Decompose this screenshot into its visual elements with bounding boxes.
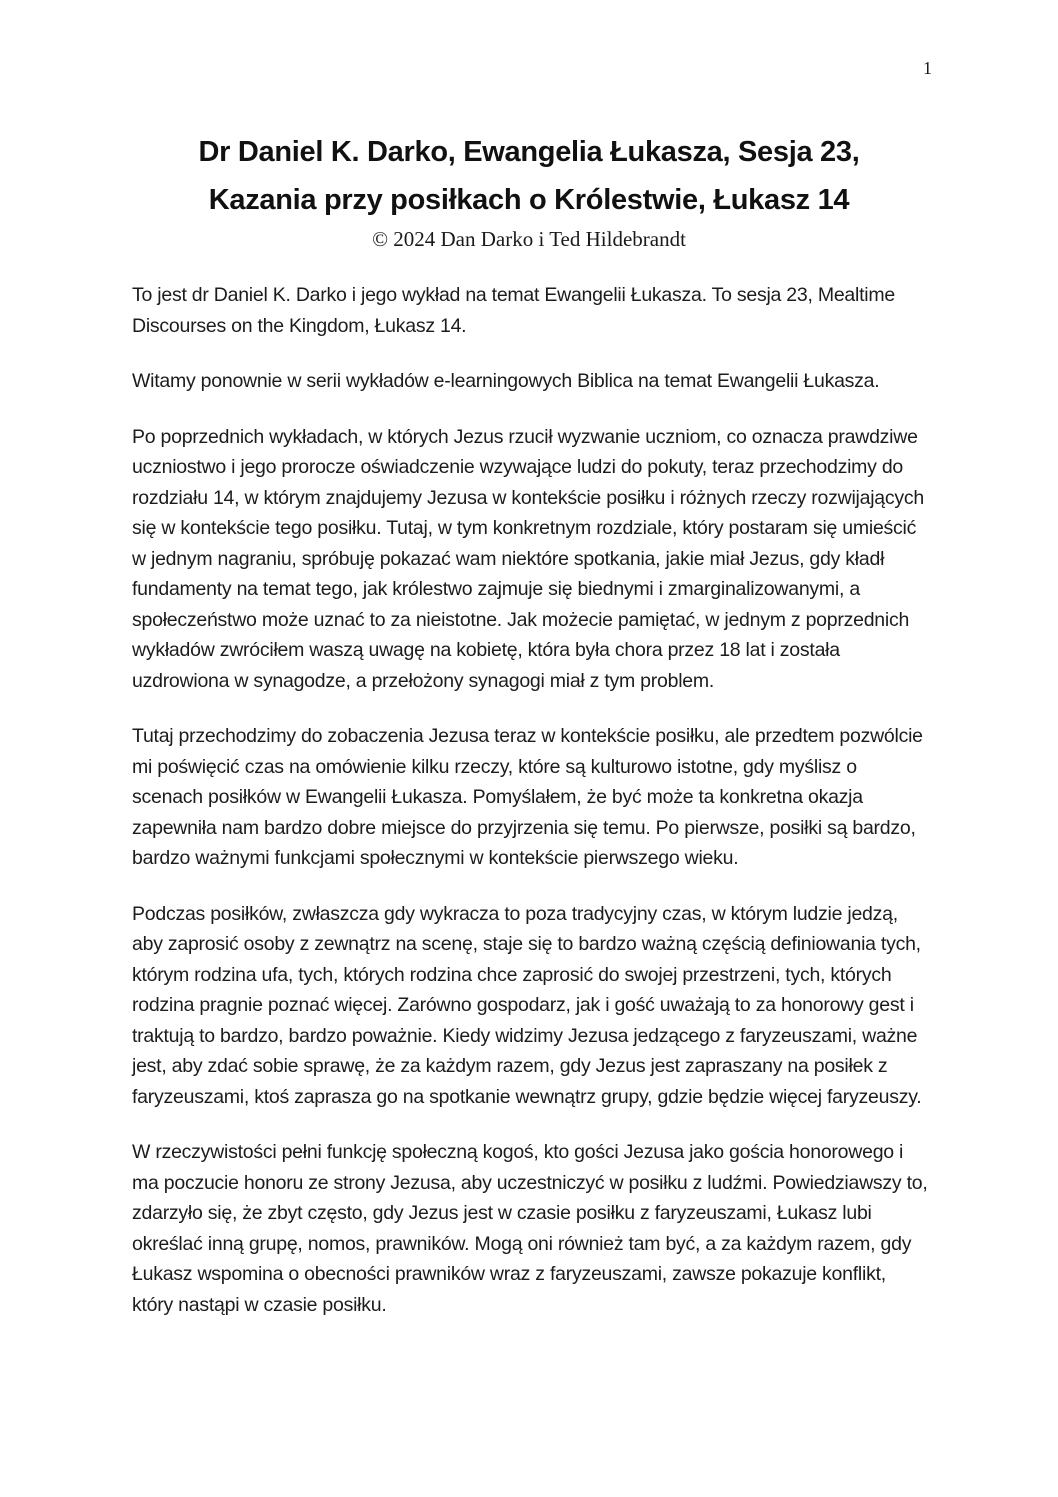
copyright-line: © 2024 Dan Darko i Ted Hildebrandt: [372, 227, 686, 251]
paragraph-intro: To jest dr Daniel K. Darko i jego wykład na temat Ewangelii Łukasza. To sesja 23, Mealtime Discourses on the Kingdom, Łukasz 14.: [132, 284, 895, 337]
document-title: [110, 0, 948, 224]
paragraph-meals-social-function: Podczas posiłków, zwłaszcza gdy wykracza to poza tradycyjny czas, w którym ludzie jedzą, aby zaprosić osoby z zewnątrz na scenę, staje się to bardzo ważną częścią definiowania tych, którym rodzina ufa, tych, których rodzina chce zaprosić do swojej przestrzeni, tych, których rodzina pragnie poznać więcej. Zarówno gospodarz, jak i gość uważają to za honorowy gest i traktują to bardzo, bardzo poważnie. Kiedy widzimy Jezusa jedzącego z faryzeuszami, ważne jest, aby zdać sobie sprawę, że za każdym razem, gdy Jezus jest zapraszany na posiłek z faryzeuszami, ktoś zaprasza go na spotkanie wewnątrz grupy, gdzie będzie więcej faryzeuszy.: [132, 902, 922, 1108]
title-line-1: Dr Daniel K. Darko, Ewangelia Łukasza, Sesja 23,: [198, 136, 860, 168]
paragraph-meal-context: Tutaj przechodzimy do zobaczenia Jezusa teraz w kontekście posiłku, ale przedtem pozwólcie mi poświęcić czas na omówienie kilku rzeczy, które są kulturowo istotne, gdy myślisz o scenach posiłków w Ewangelii Łukasza. Pomyślałem, że być może ta konkretna okazja zapewniła nam bardzo dobre miejsce do przyjrzenia się temu. Po pierwsze, posiłki są bardzo, bardzo ważnymi funkcjami społecznymi w kontekście pierwszego wieku.: [132, 725, 923, 869]
paragraph-previous-lectures: Po poprzednich wykładach, w których Jezus rzucił wyzwanie uczniom, co oznacza prawdziwe uczniostwo i jego prorocze oświadczenie wzywające ludzi do pokuty, teraz przechodzimy do rozdziału 14, w którym znajdujemy Jezusa w kontekście posiłku i różnych rzeczy rozwijających się w kontekście tego posiłku. Tutaj, w tym konkretnym rozdziale, który postaram się umieścić w jednym nagraniu, spróbuję pokazać wam niektóre spotkania, jakie miał Jezus, gdy kładł fundamenty na temat tego, jak królestwo zajmuje się biednymi i zmarginalizowanymi, a społeczeństwo może uznać to za nieistotne. Jak możecie pamiętać, w jednym z poprzednich wykładów zwróciłem waszą uwagę na kobietę, która była chora przez 18 lat i została uzdrowiona w synagodze, a przełożony synagogi miał z tym problem.: [132, 425, 924, 692]
title-line-2: Kazania przy posiłkach o Królestwie, Łukasz 14: [208, 184, 850, 216]
page-number: 1: [923, 58, 932, 78]
paragraph-social-role: W rzeczywistości pełni funkcję społeczną kogoś, kto gości Jezusa jako gościa honorowego i ma poczucie honoru ze strony Jezusa, aby uczestniczyć w posiłku z ludźmi. Powiedziawszy to, zdarzyło się, że zbyt często, gdy Jezus jest w czasie posiłku z faryzeuszami, Łukasz lubi określać inną grupę, nomos, prawników. Mogą oni również tam być, a za każdym razem, gdy Łukasz wspomina o obecności prawników wraz z faryzeuszami, zawsze pokazuje konflikt, który nastąpi w czasie posiłku.: [132, 1141, 928, 1316]
paragraph-welcome: Witamy ponownie w serii wykładów e-learningowych Biblica na temat Ewangelii Łukasza.: [132, 370, 880, 392]
document-body: [132, 280, 932, 1320]
